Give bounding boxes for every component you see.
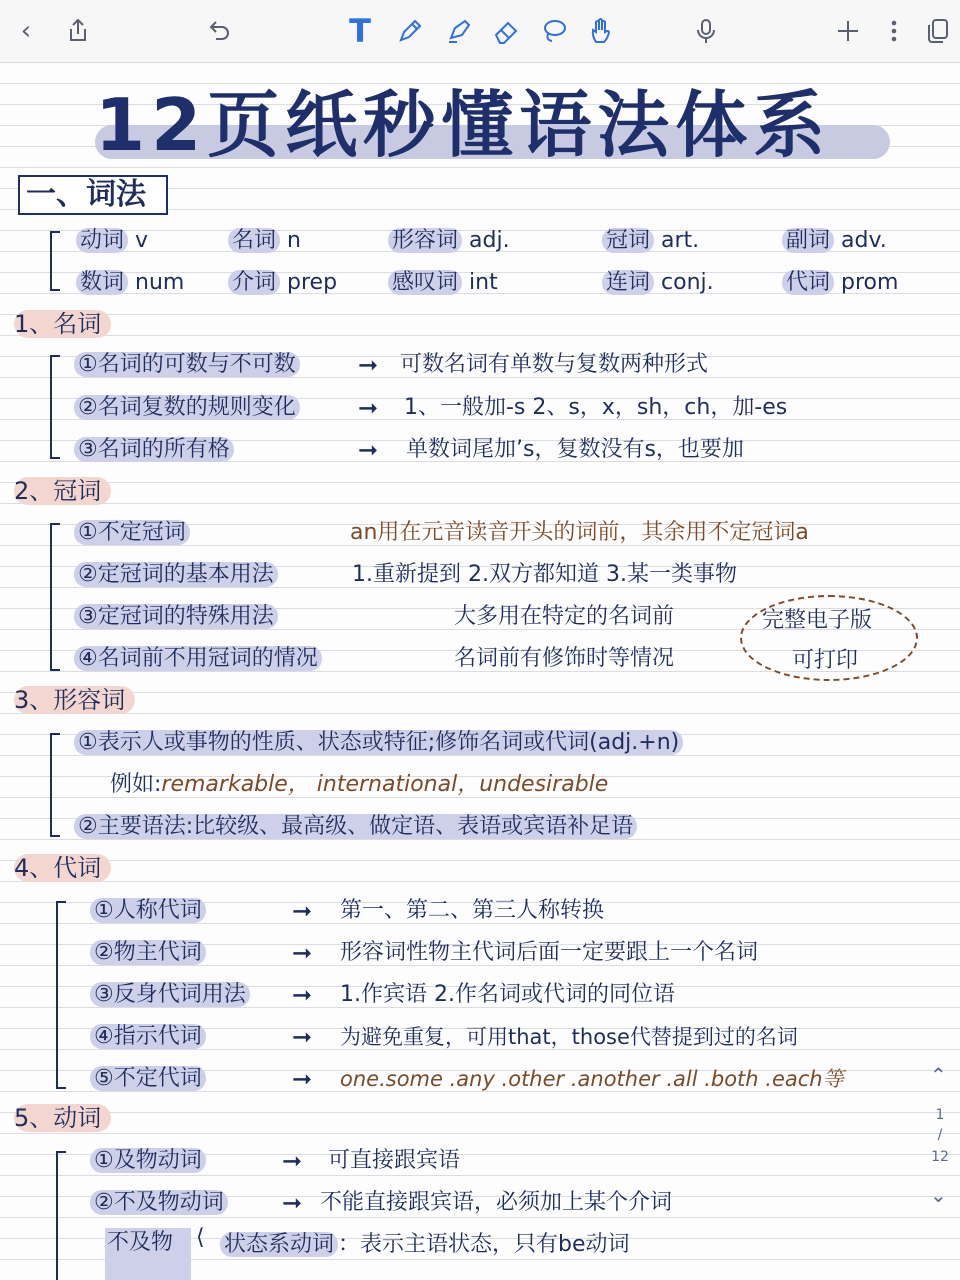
pronoun-item-3-text: 1.作宾语 2.作名词或代词的同位语: [340, 982, 675, 1007]
hand-icon[interactable]: [584, 12, 620, 50]
arrow-icon: ➞: [292, 981, 313, 1009]
promo-text-line1: 完整电子版: [762, 608, 873, 633]
page-title: 12页纸秒懂语法体系: [95, 83, 832, 167]
heading-adjective: 3、形容词: [14, 685, 135, 715]
more-icon[interactable]: [876, 12, 912, 50]
text-tool-icon[interactable]: T: [349, 12, 371, 50]
microphone-icon[interactable]: [688, 12, 724, 50]
pos-interjection: 感叹词 int: [388, 268, 498, 298]
pronoun-item-2: ②物主代词: [90, 938, 206, 968]
article-item-3: ③定冠词的特殊用法: [74, 602, 278, 632]
noun-item-2-text: 1、一般加-s 2、s，x，sh，ch，加-es: [404, 395, 788, 420]
bracket: [50, 523, 60, 671]
article-item-1-text: an用在元音读音开头的词前，其余用不定冠词a: [350, 520, 809, 545]
share-icon[interactable]: [60, 12, 96, 50]
highlighter-icon[interactable]: [440, 12, 476, 50]
pos-numeral: 数词 num: [76, 268, 184, 298]
article-item-2-text: 1.重新提到 2.双方都知道 3.某一类事物: [352, 562, 737, 587]
pronoun-item-4-text: 为避免重复，可用that，those代替提到过的名词: [340, 1025, 798, 1049]
pronoun-item-3: ③反身代词用法: [90, 980, 250, 1010]
noun-item-3-text: 单数词尾加’s，复数没有s，也要加: [406, 437, 744, 462]
heading-verb: 5、动词: [14, 1103, 111, 1133]
page-total: 12: [931, 1149, 949, 1165]
scroll-up-icon[interactable]: ⌃: [930, 1063, 947, 1087]
pronoun-item-4: ④指示代词: [90, 1022, 206, 1052]
bracket: [56, 1151, 66, 1280]
promo-text-line2: 可打印: [792, 648, 859, 673]
pos-noun: 名词 n: [228, 226, 301, 256]
article-item-3-text: 大多用在特定的名词前: [454, 604, 675, 629]
toolbar: [0, 0, 960, 63]
linking-verb: 状态系动词 ：表示主语状态，只有be动词: [220, 1230, 630, 1260]
adjective-example: 例如:remarkable， international，undesirable: [110, 772, 609, 797]
arrow-icon: ➞: [358, 351, 379, 379]
heading-noun: 1、名词: [14, 309, 111, 339]
arrow-icon: ➞: [358, 394, 379, 422]
page-current: 1: [935, 1107, 945, 1123]
adjective-item-2: ②主要语法:比较级、最高级、做定语、表语或宾语补足语: [74, 812, 637, 842]
pronoun-item-1: ①人称代词: [90, 896, 206, 926]
pronoun-item-1-text: 第一、第二、第三人称转换: [340, 898, 605, 923]
noun-item-1: ①名词的可数与不可数: [74, 350, 300, 380]
pos-adjective: 形容词 adj.: [388, 226, 510, 256]
pos-verb: 动词 v: [76, 226, 148, 256]
lasso-icon[interactable]: [536, 12, 572, 50]
arrow-icon: ➞: [292, 897, 313, 925]
pronoun-item-2-text: 形容词性物主代词后面一定要跟上一个名词: [340, 940, 759, 965]
noun-item-1-text: 可数名词有单数与复数两种形式: [400, 352, 709, 377]
bracket: [56, 901, 66, 1089]
pos-preposition: 介词 prep: [228, 268, 337, 298]
arrow-icon: ➞: [292, 1065, 313, 1093]
article-item-1: ①不定冠词: [74, 518, 190, 548]
pages-icon[interactable]: [920, 12, 956, 50]
page-separator: /: [937, 1127, 943, 1143]
back-icon[interactable]: ‹: [20, 16, 32, 46]
pronoun-item-5-text: one.some .any .other .another .all .both .each等: [340, 1067, 844, 1091]
verb-item-1-text: 可直接跟宾语: [328, 1148, 461, 1173]
pos-conjunction: 连词 conj.: [602, 268, 714, 298]
note-page: [0, 63, 960, 1280]
noun-item-3: ③名词的所有格: [74, 435, 234, 465]
pos-article: 冠词 art.: [602, 226, 699, 256]
pronoun-item-5: ⑤不定代词: [90, 1064, 206, 1094]
bracket: [50, 231, 60, 291]
undo-icon[interactable]: [200, 12, 236, 50]
pen-icon[interactable]: [392, 12, 428, 50]
article-item-2: ②定冠词的基本用法: [74, 560, 278, 590]
arrow-icon: ➞: [282, 1189, 303, 1217]
intransitive-box: 不及物: [105, 1228, 191, 1280]
pos-adverb: 副词 adv.: [782, 226, 887, 256]
verb-item-2-text: 不能直接跟宾语，必须加上某个介词: [320, 1190, 673, 1215]
heading-pronoun: 4、代词: [14, 853, 111, 883]
verb-item-1: ①及物动词: [90, 1146, 206, 1176]
scroll-down-icon[interactable]: ⌄: [930, 1183, 947, 1207]
arrow-icon: ➞: [358, 436, 379, 464]
article-item-4-text: 名词前有修饰时等情况: [454, 646, 675, 671]
add-icon[interactable]: [830, 12, 866, 50]
adjective-item-1: ①表示人或事物的性质、状态或特征;修饰名词或代词(adj.+n): [74, 728, 683, 758]
section-label: 一、词法: [18, 175, 168, 215]
verb-item-2: ②不及物动词: [90, 1188, 228, 1218]
brace-icon: ⟨: [196, 1225, 205, 1250]
noun-item-2: ②名词复数的规则变化: [74, 393, 300, 423]
arrow-icon: ➞: [282, 1147, 303, 1175]
article-item-4: ④名词前不用冠词的情况: [74, 644, 322, 674]
arrow-icon: ➞: [292, 939, 313, 967]
pos-pronoun: 代词 prom: [782, 268, 898, 298]
arrow-icon: ➞: [292, 1023, 313, 1051]
eraser-icon[interactable]: [488, 12, 524, 50]
bracket: [50, 355, 60, 459]
heading-article: 2、冠词: [14, 476, 111, 506]
bracket: [50, 733, 60, 837]
